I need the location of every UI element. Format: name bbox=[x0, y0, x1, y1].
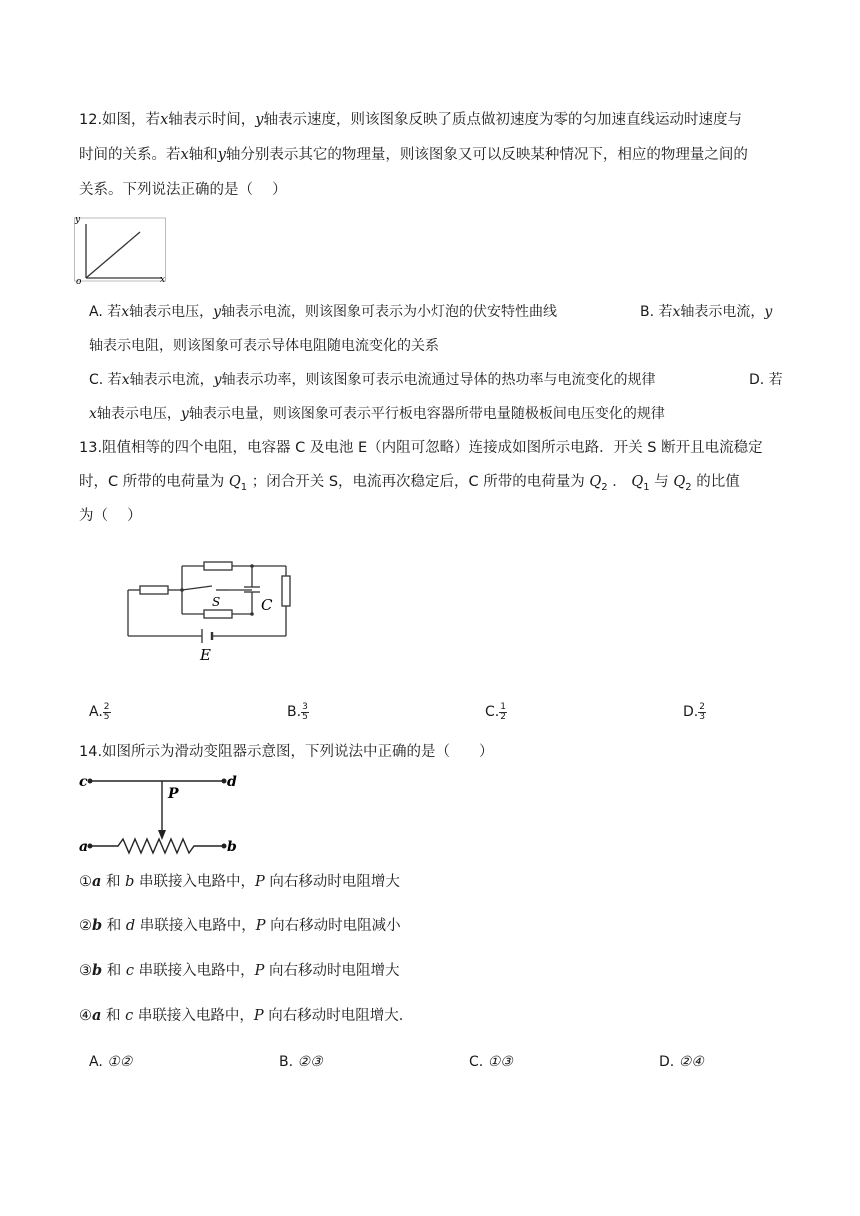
q12-stem-line-3: 关系。下列说法正确的是（ ） bbox=[79, 182, 287, 198]
q13-stem-line-2: 时，C 所带的电荷量为 $Q_1$ ；闭合开关 S，电流再次稳定后，C 所带的电荷量为 $Q_2$ ． $Q_1$ 与 $Q_2$ 的比值 bbox=[79, 474, 740, 493]
terminal-c-label: c bbox=[79, 774, 88, 790]
q13-circuit-diagram bbox=[124, 556, 294, 662]
terminal-a-label: a bbox=[79, 839, 89, 855]
q12-option-d[interactable]: D. 若 bbox=[749, 372, 783, 388]
q13-option-b[interactable]: B. $\frac{3}{5}$ bbox=[287, 701, 308, 722]
capacitor-label: C bbox=[261, 596, 273, 614]
q12-option-d-cont: x轴表示电压，y轴表示电量，则该图象可表示平行板电容器所带电量随极板间电压变化的规律 bbox=[89, 406, 665, 422]
q14-statement-1: ①a 和 b 串联接入电路中，P 向右移动时电阻增大 bbox=[79, 873, 400, 890]
q12-option-b[interactable]: B. 若x轴表示电流，y bbox=[640, 304, 773, 320]
graph-y-label: y bbox=[75, 215, 81, 225]
q13-option-c[interactable]: C. $\frac{1}{2}$ bbox=[485, 701, 506, 722]
switch-blade bbox=[182, 586, 212, 590]
q14-rheostat-diagram bbox=[78, 770, 238, 858]
battery-label: E bbox=[200, 646, 211, 664]
resistor-right bbox=[282, 576, 290, 606]
q14-statement-2: ②b 和 d 串联接入电路中，P 向右移动时电阻减小 bbox=[79, 917, 401, 934]
q12-stem-line-1: 12.如图，若x轴表示时间，y轴表示速度，则该图象反映了质点做初速度为零的匀加速直线运动时速度与 bbox=[79, 112, 742, 128]
q12-line-graph bbox=[74, 215, 170, 287]
q14-option-b[interactable]: B. ②③ bbox=[279, 1054, 323, 1070]
graph-x-label: x bbox=[160, 275, 166, 285]
q14-stem: 14.如图所示为滑动变阻器示意图，下列说法中正确的是（ ） bbox=[79, 744, 494, 760]
q13-option-d[interactable]: D. $\frac{2}{3}$ bbox=[683, 701, 705, 722]
q13-stem-line-1: 13.阻值相等的四个电阻，电容器 C 及电池 E（内阻可忽略）连接成如图所示电路．开关 S 断开且电流稳定 bbox=[79, 440, 763, 456]
q12-stem-line-2: 时间的关系。若x轴和y轴分别表示其它的物理量，则该图象又可以反映某种情况下，相应的物理量之间的 bbox=[79, 147, 748, 163]
proportional-line bbox=[86, 232, 140, 278]
resistor-bottom bbox=[204, 610, 232, 618]
q14-option-a[interactable]: A. ①② bbox=[89, 1054, 133, 1070]
q12-option-b-cont: 轴表示电阻，则该图象可表示导体电阻随电流变化的关系 bbox=[89, 338, 439, 354]
q14-statement-3: ③b 和 c 串联接入电路中，P 向右移动时电阻增大 bbox=[79, 962, 400, 979]
resistor-left bbox=[140, 586, 168, 594]
terminal-b-label: b bbox=[227, 839, 237, 855]
resistor-wire bbox=[90, 839, 224, 853]
slider-p-label: P bbox=[168, 786, 179, 802]
graph-origin-label: o bbox=[76, 277, 82, 287]
q12-option-c[interactable]: C. 若x轴表示电流，y轴表示功率，则该图象可表示电流通过导体的热功率与电流变化的规律 bbox=[89, 372, 656, 388]
q14-statement-4: ④a 和 c 串联接入电路中，P 向右移动时电阻增大． bbox=[79, 1007, 414, 1024]
q13-option-a[interactable]: A. $\frac{2}{5}$ bbox=[89, 701, 110, 722]
q14-option-d[interactable]: D. ②④ bbox=[659, 1054, 704, 1070]
terminal-d-label: d bbox=[227, 774, 237, 790]
q12-option-a[interactable]: A. 若x轴表示电压，y轴表示电流，则该图象可表示为小灯泡的伏安特性曲线 bbox=[89, 304, 558, 320]
q14-option-c[interactable]: C. ①③ bbox=[469, 1054, 513, 1070]
switch-label: S bbox=[212, 595, 221, 609]
resistor-top bbox=[204, 562, 232, 570]
q13-stem-line-3: 为（ ） bbox=[79, 508, 142, 524]
